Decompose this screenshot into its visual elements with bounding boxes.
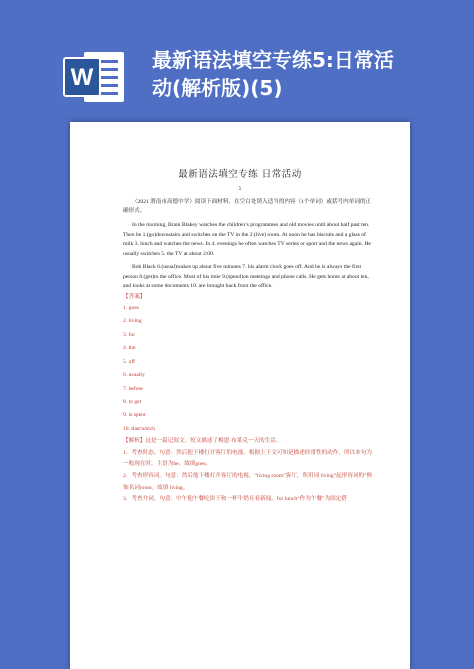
explanation-item: 【解析】这是一篇记叙文。短文描述了梅恩·布莱克一天的生活。 <box>123 438 282 445</box>
page-number: 1 <box>238 186 242 192</box>
instruction-text: （2021 渭南市高德中学）阅读下面材料，在空白处填入适当的内容（1个单词）或括号内单词的正确形式。 <box>123 199 372 215</box>
banner-title-line1: 最新语法填空专练5:日常活 <box>152 48 394 72</box>
document-body <box>123 198 373 506</box>
answer-item: 1. goes <box>123 305 139 312</box>
passage-paragraph-1: In the morning, Brain Blakey watches the children’s programmes and old movies until about half past ten. Then he 1.(go)downstairs and switches on the TV in the 2.(live) room. At noon he has biscuits and a glass of milk 3. lunch and watches the news. In 4. evenings he often watches TV series or sport and the news again. He usually switches 5. the TV at about 2:00. <box>123 222 371 257</box>
explanation-item: 2．考查形容词。句意：然后他下楼打开客厅的电视。“living room”客厅，所用词 living”起形容词的“修饰名词room。故填 living。 <box>123 472 373 491</box>
answer-item: 2. living <box>123 318 142 325</box>
explanation-item: 1．考查时态。句意：然后他下楼打开客厅的电视。根据上下文可知是描述经常性的动作，所以本句为一般现在时，主语为he，故填goes。 <box>123 449 372 468</box>
answer-item: 10. that/which <box>123 425 156 432</box>
word-logo-letter: W <box>70 64 94 91</box>
answer-item: 3. for <box>123 331 136 338</box>
answer-item: 5. off <box>123 358 136 365</box>
banner-title <box>152 46 462 102</box>
word-document-icon <box>62 44 128 110</box>
explanation-item: 3．考查介词。句意：中午他午餐吃饼干和一杯牛奶且看新闻。for lunch“作为午餐”为固定搭 <box>123 496 347 503</box>
answer-item: 4. the <box>123 345 136 352</box>
answer-item: 6. usually <box>123 372 145 379</box>
passage-paragraph-2: Bob Black 6.(usual)wakes up about five minutes 7. his alarm clock goes off. And he is always the first person 8.(get)to the office. Most of his time 9.(spend)on meetings and phone calls. He gets home at about ten, and looks at some documents 10. are brought back from the office. <box>123 264 369 290</box>
answer-item: 9. is spent <box>123 412 146 419</box>
answer-heading: 【答案】 <box>123 293 146 300</box>
title-banner <box>0 0 474 140</box>
document-title: 最新语法填空专练 日常活动 <box>178 169 302 180</box>
document-page <box>70 122 410 669</box>
answer-list <box>123 302 373 436</box>
answer-item: 8. to get <box>123 398 142 405</box>
answer-item: 7. before <box>123 385 143 392</box>
banner-title-line2: 动(解析版)(5) <box>152 76 283 100</box>
explanation-block <box>123 436 373 506</box>
